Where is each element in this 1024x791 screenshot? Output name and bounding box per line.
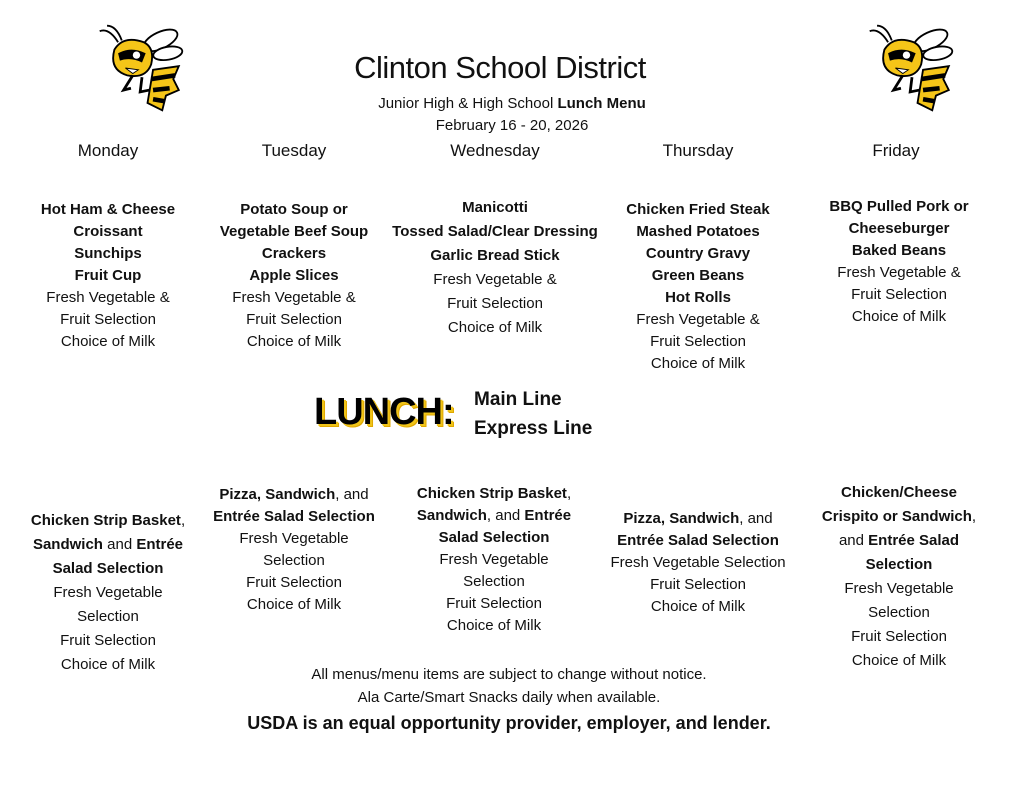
main-menu-tuesday xyxy=(189,199,399,353)
menu-item: Selection xyxy=(263,552,325,569)
express-menu-friday xyxy=(794,481,1004,673)
menu-item: Selection xyxy=(77,608,139,625)
express-menu-thursday xyxy=(593,508,803,618)
menu-item: Choice of Milk xyxy=(60,333,156,350)
menu-item: Pizza, Sandwich xyxy=(623,510,740,527)
menu-item: Entrée xyxy=(136,536,184,553)
menu-item: , and xyxy=(335,486,369,503)
menu-item: Chicken Strip Basket xyxy=(30,512,181,529)
menu-item: Choice of Milk xyxy=(650,598,746,615)
menu-item: , xyxy=(971,508,977,525)
menu-item: Chicken/Cheese xyxy=(841,484,957,501)
menu-item: Potato Soup or xyxy=(240,201,348,218)
menu-item: and xyxy=(102,536,137,553)
menu-item: Salad Selection xyxy=(438,529,550,546)
menu-item: Chicken Fried Steak xyxy=(626,201,770,218)
day-heading-wednesday: Wednesday xyxy=(450,141,540,160)
menu-item: Choice of Milk xyxy=(447,319,543,336)
menu-item: Choice of Milk xyxy=(851,652,947,669)
menu-item: Fruit Selection xyxy=(650,333,746,350)
menu-item: Vegetable Beef Soup xyxy=(219,223,369,240)
menu-item: Fresh Vegetable & xyxy=(837,264,961,281)
menu-item: Fresh Vegetable xyxy=(439,551,549,568)
menu-item: Fruit Cup xyxy=(74,267,142,284)
menu-item: , xyxy=(566,485,572,502)
menu-item: Choice of Milk xyxy=(246,333,342,350)
menu-item: Hot Rolls xyxy=(665,289,731,306)
menu-item: Entrée Salad Selection xyxy=(213,508,375,525)
menu-item: Fruit Selection xyxy=(851,286,947,303)
menu-item: Sandwich xyxy=(32,536,103,553)
menu-item: , and xyxy=(486,507,525,524)
menu-item: Choice of Milk xyxy=(650,355,746,372)
menu-item: Fresh Vegetable xyxy=(239,530,349,547)
subtitle-prefix: Junior High & High School xyxy=(378,95,554,112)
express-menu-tuesday xyxy=(189,484,399,616)
main-menu-monday xyxy=(3,199,213,353)
menu-item: Fruit Selection xyxy=(246,311,342,328)
main-menu-wednesday xyxy=(389,196,601,340)
menu-item: Sandwich xyxy=(416,507,487,524)
menu-item: Fruit Selection xyxy=(650,576,746,593)
menu-item: Selection xyxy=(463,573,525,590)
menu-item: Entrée Salad Selection xyxy=(617,532,779,549)
menu-item: and xyxy=(838,532,869,549)
menu-item: Salad Selection xyxy=(52,560,164,577)
day-heading-tuesday: Tuesday xyxy=(261,141,327,160)
main-line-label: Main Line xyxy=(474,389,562,410)
menu-item: Croissant xyxy=(73,223,143,240)
menu-item: Selection xyxy=(868,604,930,621)
menu-item: Fresh Vegetable & xyxy=(232,289,356,306)
day-heading-monday: Monday xyxy=(77,141,139,160)
menu-item: Green Beans xyxy=(651,267,745,284)
menu-item: Choice of Milk xyxy=(446,617,542,634)
menu-item: BBQ Pulled Pork or xyxy=(829,198,969,215)
menu-item: Fruit Selection xyxy=(246,574,342,591)
menu-item: Crispito or Sandwich xyxy=(821,508,972,525)
menu-item: Fresh Vegetable & xyxy=(46,289,170,306)
menu-item: Cheeseburger xyxy=(848,220,950,237)
menu-item: Choice of Milk xyxy=(60,656,156,673)
menu-item: Crackers xyxy=(261,245,327,262)
menu-item: Fresh Vegetable & xyxy=(433,271,557,288)
menu-item: Entrée Salad xyxy=(868,532,960,549)
menu-dates: February 16 - 20, 2026 xyxy=(435,117,589,134)
menu-item: Pizza, Sandwich xyxy=(219,486,336,503)
menu-item: Hot Ham & Cheese xyxy=(40,201,176,218)
main-menu-thursday xyxy=(593,199,803,375)
menu-item: Sunchips xyxy=(74,245,142,262)
menu-item: Baked Beans xyxy=(851,242,947,259)
menu-item: Fruit Selection xyxy=(60,311,156,328)
menu-item: Mashed Potatoes xyxy=(636,223,760,240)
page-subtitle xyxy=(0,93,1024,137)
menu-item: Apple Slices xyxy=(249,267,339,284)
day-heading-friday: Friday xyxy=(872,141,920,160)
menu-item: Fresh Vegetable & xyxy=(636,311,760,328)
express-menu-wednesday xyxy=(389,483,599,637)
menu-item: Fresh Vegetable xyxy=(844,580,954,597)
menu-item: Garlic Bread Stick xyxy=(430,247,560,264)
menu-item: Fruit Selection xyxy=(851,628,947,645)
menu-item: , xyxy=(180,512,186,529)
menu-item: Fresh Vegetable xyxy=(53,584,163,601)
menu-item: Chicken Strip Basket xyxy=(416,485,567,502)
menu-item: Fruit Selection xyxy=(446,595,542,612)
menu-item: Entrée xyxy=(524,507,572,524)
line-legend xyxy=(474,385,592,443)
day-heading-thursday: Thursday xyxy=(662,141,734,160)
menu-item: Selection xyxy=(865,556,933,573)
menu-item: Fruit Selection xyxy=(60,632,156,649)
lunch-heading: LUNCH: xyxy=(314,391,454,433)
subtitle-bold: Lunch Menu xyxy=(557,95,646,112)
main-menu-friday xyxy=(794,196,1004,328)
footer-notice: All menus/menu items are subject to change without notice. xyxy=(311,666,707,683)
menu-item: Fruit Selection xyxy=(447,295,543,312)
menu-item: Tossed Salad/Clear Dressing xyxy=(392,223,598,240)
menu-item: Choice of Milk xyxy=(246,596,342,613)
express-line-label: Express Line xyxy=(474,418,593,439)
menu-item: Fresh Vegetable Selection xyxy=(610,554,786,571)
footer-usda-statement: USDA is an equal opportunity provider, employer, and lender. xyxy=(247,713,771,733)
menu-item: Manicotti xyxy=(462,199,528,216)
express-menu-monday xyxy=(3,509,213,677)
page-title: Clinton School District xyxy=(354,50,646,85)
menu-item: , and xyxy=(739,510,773,527)
menu-item: Country Gravy xyxy=(645,245,751,262)
menu-item: Choice of Milk xyxy=(851,308,947,325)
footer-snacks: Ala Carte/Smart Snacks daily when available. xyxy=(357,689,661,706)
